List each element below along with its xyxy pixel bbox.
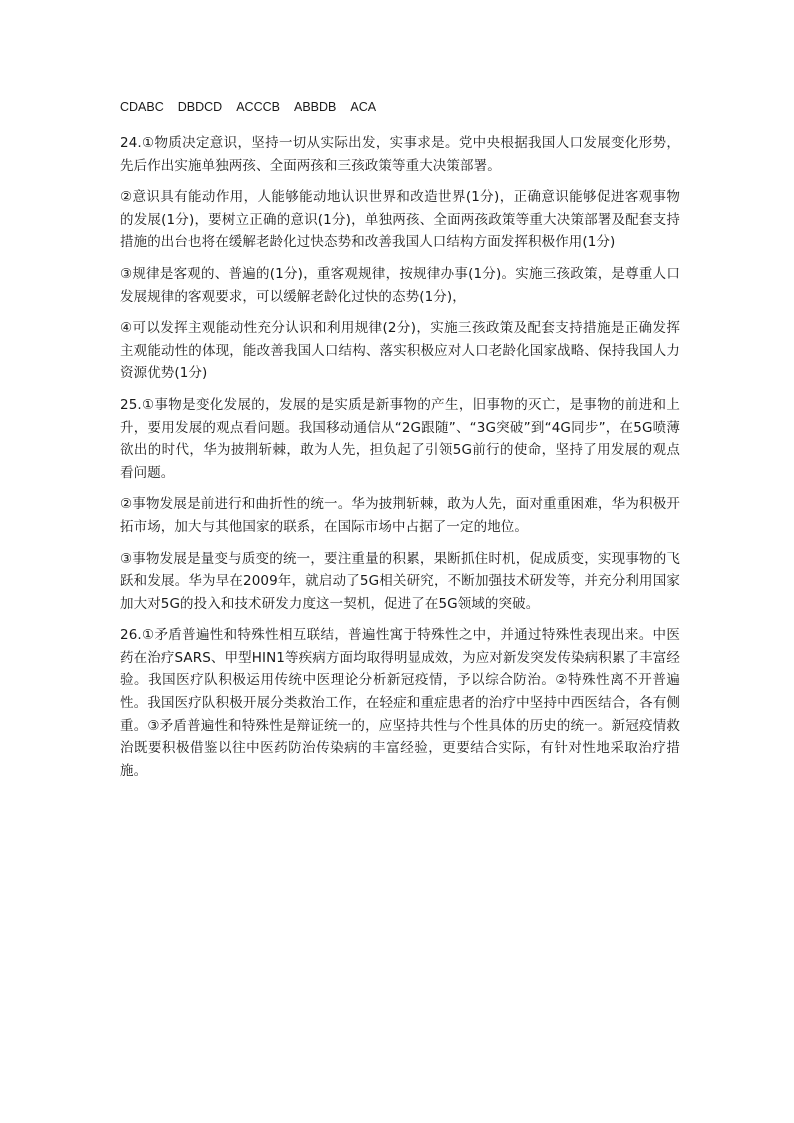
answer-group-2: DBDCD <box>177 100 223 114</box>
answer-group-4: ABBDB <box>293 100 337 114</box>
answer-24-point-3: ③规律是客观的、普遍的(1分)，重客观规律，按规律办事(1分)。实施三孩政策，是尊重人口发展规律的客观要求，可以缓解老龄化过快的态势(1分)， <box>120 265 680 305</box>
answer-group-1: CDABC <box>120 100 164 114</box>
answer-25-point-2: ②事物发展是前进行和曲折性的统一。华为披荆斩棘，敢为人先，面对重重困难，华为积极开拓市场，加大与其他国家的联系，在国际市场中占据了一定的地位。 <box>120 496 680 535</box>
answer-24-point-4: ④可以发挥主观能动性充分认识和利用规律(2分)，实施三孩政策及配套支持措施是正确发挥主观能动性的体现，能改善我国人口结构、落实积极应对人口老龄化国家战略、保持我国人力资源优势(1分) <box>120 320 680 382</box>
answer-key-row <box>120 96 680 118</box>
answer-26: 26.①矛盾普遍性和特殊性相互联结，普遍性寓于特殊性之中，并通过特殊性表现出来。中医药在治疗SARS、甲型HIN1等疾病方面均取得明显成效，为应对新发突发传染病积累了丰富经验。我国医疗队积极运用传统中医理论分析新冠疫情，予以综合防治。②特殊性离不开普遍性。我国医疗队积极开展分类救治工作，在轻症和重症患者的治疗中坚持中西医结合，各有侧重。③矛盾普遍性和特殊性是辩证统一的，应坚持共性与个性具体的历史的统一。新冠疫情救治既要积极借鉴以往中医药防治传染病的丰富经验，更要结合实际，有针对性地采取治疗措施。 <box>120 627 680 779</box>
answer-24-point-1: 24.①物质决定意识，坚持一切从实际出发，实事求是。党中央根据我国人口发展变化形势，先后作出实施单独两孩、全面两孩和三孩政策等重大决策部署。 <box>120 135 680 174</box>
answer-group-5: ACA <box>350 100 377 114</box>
answer-24-point-2: ②意识具有能动作用，人能够能动地认识世界和改造世界(1分)，正确意识能够促进客观事物的发展(1分)，要树立正确的意识(1分)，单独两孩、全面两孩政策等重大决策部署及配套支持措施的出台也将在缓解老龄化过快态势和改善我国人口结构方面发挥积极作用(1分) <box>120 189 680 251</box>
answer-25-point-1: 25.①事物是变化发展的，发展的是实质是新事物的产生，旧事物的灭亡，是事物的前进和上升，要用发展的观点看问题。我国移动通信从“2G跟随”、“3G突破”到“4G同步”，在5G喷薄欲出的时代，华为披荆斩棘，敢为人先，担负起了引领5G前行的使命，坚持了用发展的观点看问题。 <box>120 396 680 481</box>
document-page <box>120 96 680 791</box>
answer-group-3: ACCCB <box>236 100 280 114</box>
answer-25-point-3: ③事物发展是量变与质变的统一，要注重量的积累，果断抓住时机，促成质变，实现事物的飞跃和发展。华为早在2009年，就启动了5G相关研究，不断加强技术研发等，并充分利用国家加大对5G的投入和技术研发力度这一契机，促进了在5G领域的突破。 <box>120 550 680 612</box>
